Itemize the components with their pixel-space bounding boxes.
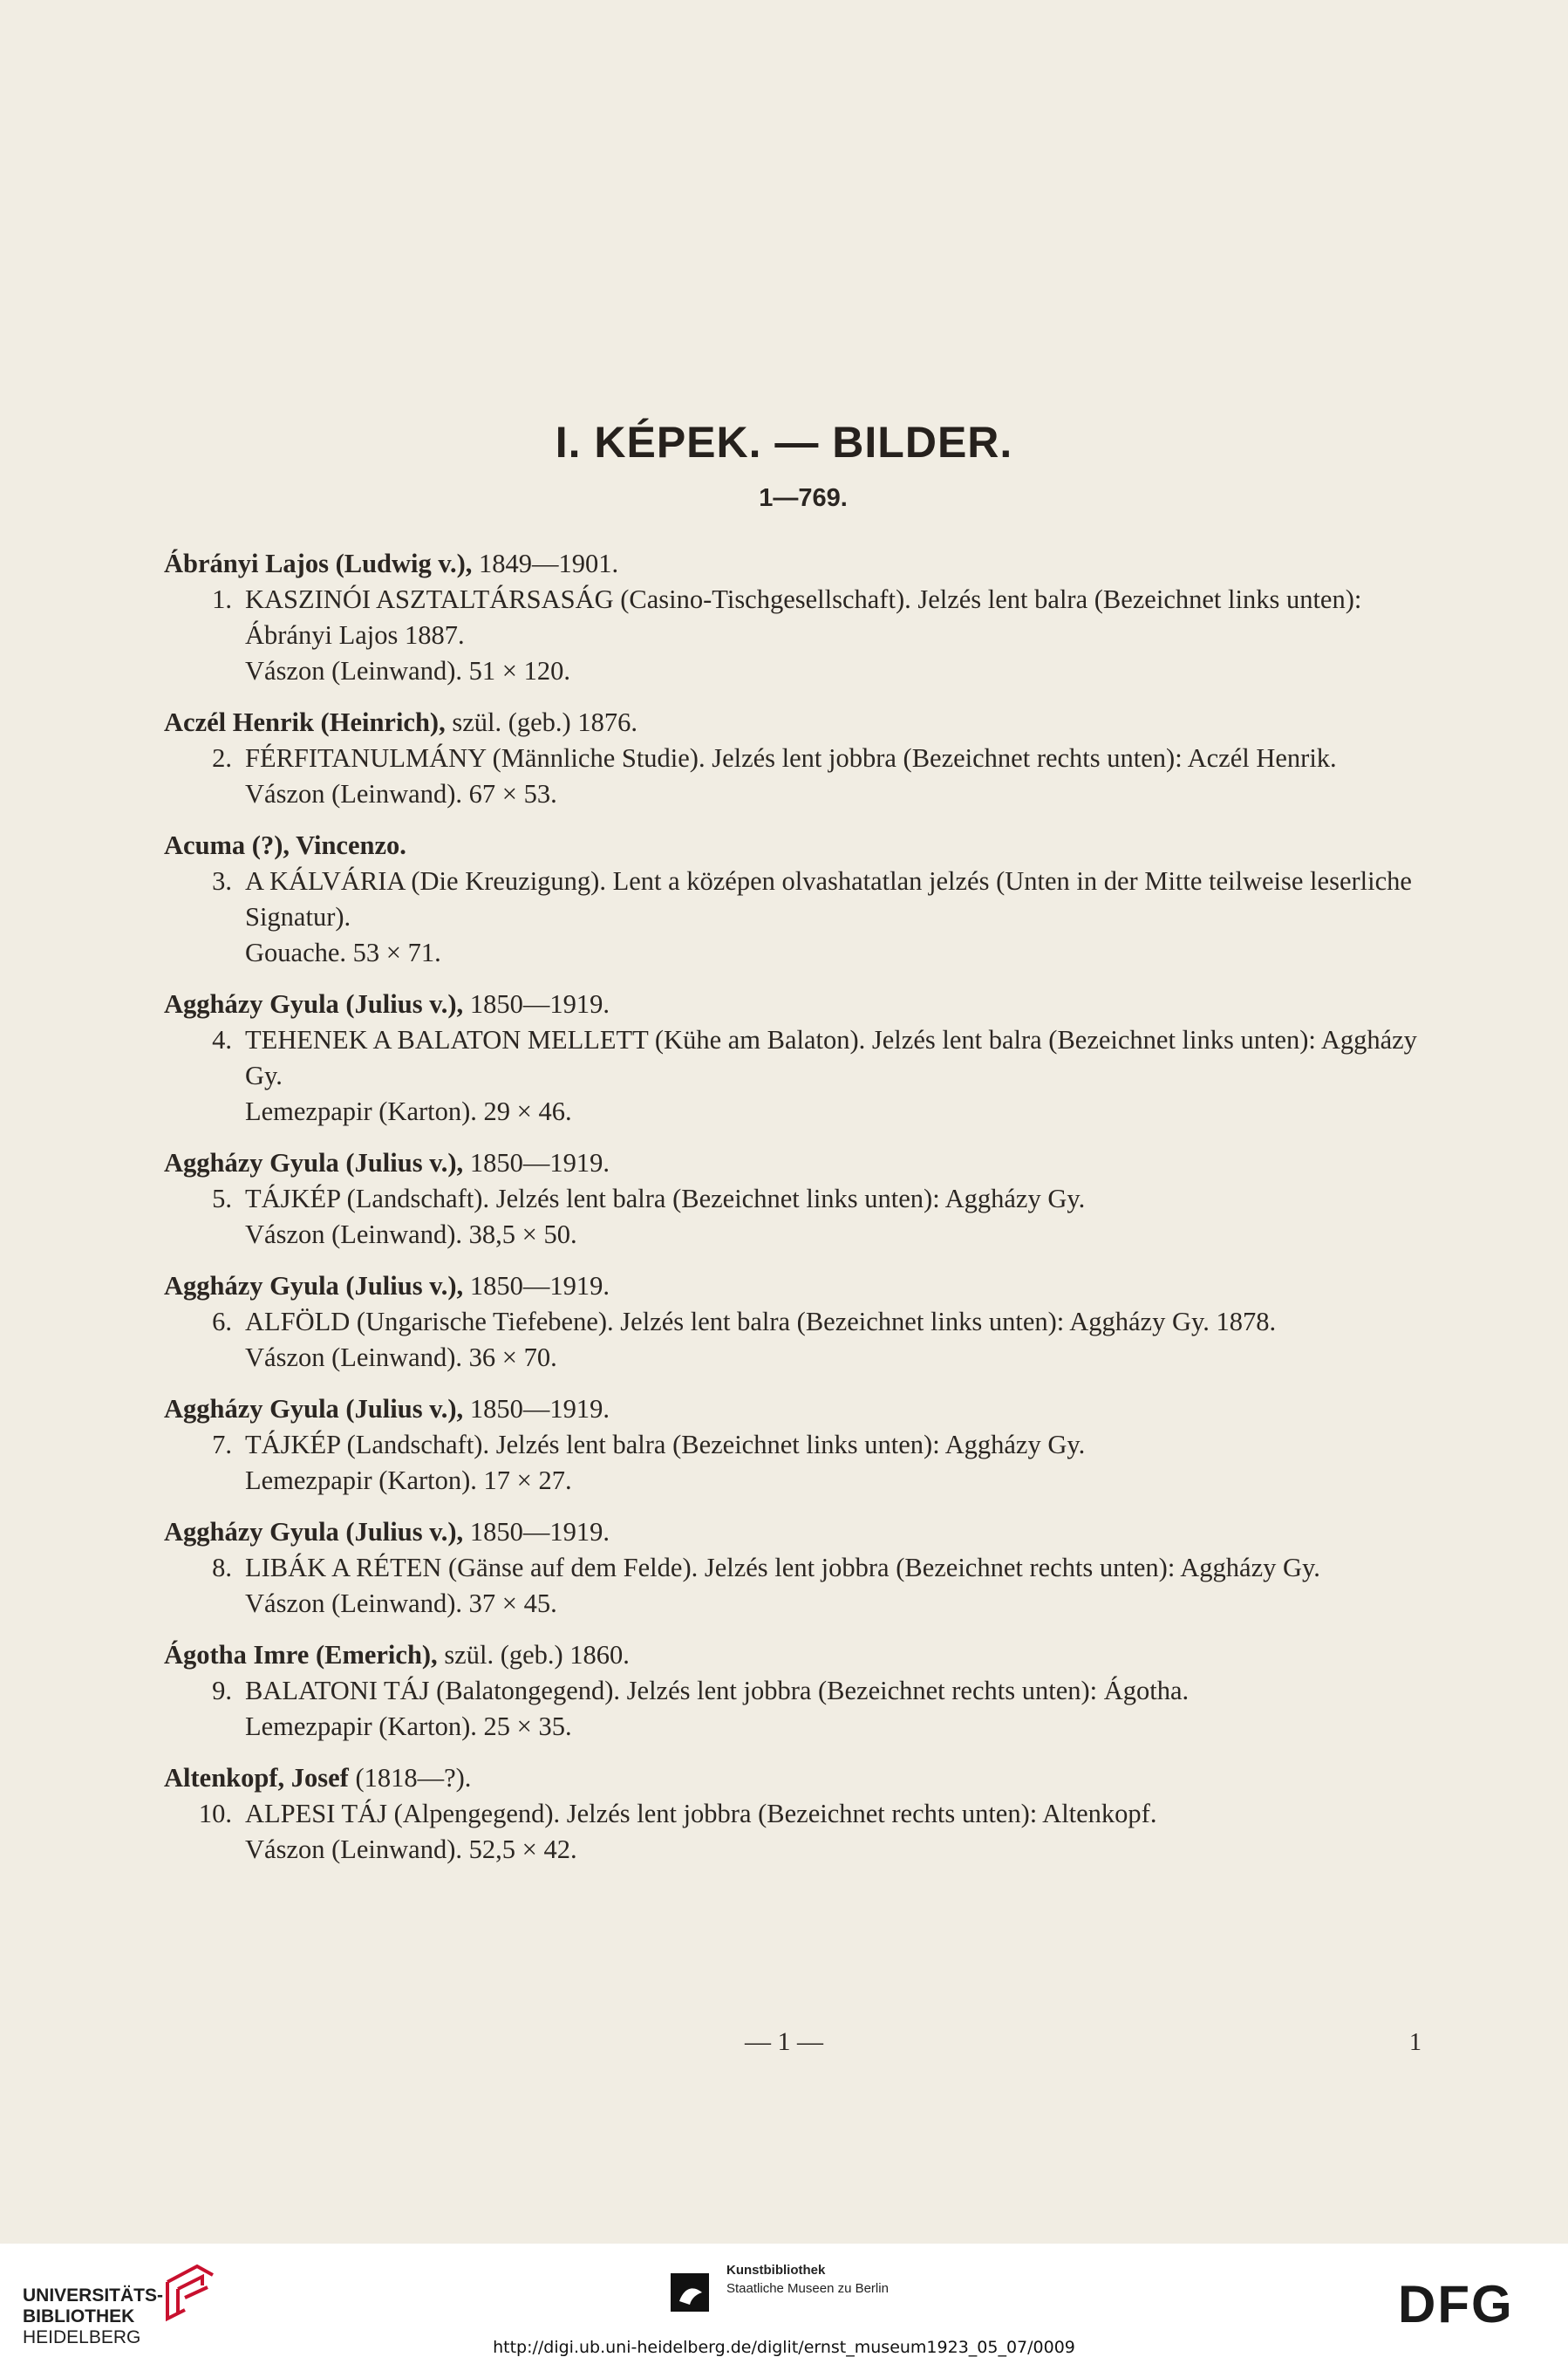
- work-number: 10.: [198, 1799, 232, 1828]
- work-item: [164, 741, 1428, 812]
- kb-subtitle: Staatliche Museen zu Berlin: [726, 2281, 889, 2296]
- artist-line: [164, 1268, 1428, 1304]
- catalogue-entry: [164, 1637, 1428, 1745]
- page-number-corner: 1: [1409, 2029, 1421, 2056]
- work-item: [164, 1304, 1428, 1376]
- catalogue-entry: [164, 1514, 1428, 1622]
- work-medium: Vászon (Leinwand). 67 × 53.: [245, 779, 557, 809]
- artist-line: [164, 828, 1428, 864]
- work-medium: Vászon (Leinwand). 37 × 45.: [245, 1588, 557, 1618]
- dfg-text: DFG: [1398, 2278, 1514, 2327]
- work-item: [164, 864, 1428, 971]
- work-item: [164, 1181, 1428, 1253]
- artist-name: Aggházy Gyula (Julius v.),: [164, 989, 464, 1019]
- artist-dates: (1818—?).: [348, 1763, 472, 1793]
- heidelberg-library-logo-icon[interactable]: [159, 2263, 220, 2324]
- kb-name: Kunstbibliothek: [726, 2263, 826, 2278]
- page-number: — 1 —: [745, 2027, 823, 2056]
- work-description: TEHENEK A BALATON MELLETT (Kühe am Balaton). Jelzés lent balra (Bezeichnet links unten): Aggházy Gy.: [245, 1025, 1417, 1090]
- work-description: TÁJKÉP (Landschaft). Jelzés lent balra (Bezeichnet links unten): Aggházy Gy.: [245, 1184, 1086, 1213]
- artist-line: [164, 1637, 1428, 1673]
- catalogue-list: [164, 546, 1428, 1883]
- artist-dates: szül. (geb.) 1876.: [445, 707, 637, 737]
- work-item: [164, 1022, 1428, 1130]
- catalogue-entry: [164, 987, 1428, 1130]
- work-medium: Vászon (Leinwand). 51 × 120.: [245, 656, 570, 686]
- artist-dates: 1850—1919.: [463, 1517, 610, 1547]
- artist-name: Acuma (?), Vincenzo.: [164, 830, 406, 860]
- work-item: [164, 1427, 1428, 1499]
- artist-name: Aggházy Gyula (Julius v.),: [164, 1148, 464, 1178]
- work-description: ALPESI TÁJ (Alpengegend). Jelzés lent jobbra (Bezeichnet rechts unten): Altenkopf.: [245, 1799, 1157, 1828]
- work-medium: Gouache. 53 × 71.: [245, 938, 441, 967]
- artist-line: [164, 1514, 1428, 1550]
- artist-line: [164, 987, 1428, 1022]
- work-number: 9.: [212, 1676, 232, 1705]
- library-line-2: BIBLIOTHEK: [23, 2306, 135, 2326]
- artist-dates: 1850—1919.: [463, 1148, 610, 1178]
- work-number: 6.: [212, 1307, 232, 1336]
- artist-line: [164, 1145, 1428, 1181]
- kunstbibliothek-logo-icon[interactable]: [667, 2270, 712, 2315]
- work-medium: Lemezpapir (Karton). 17 × 27.: [245, 1465, 572, 1495]
- work-number: 7.: [212, 1430, 232, 1459]
- catalogue-entry: [164, 1391, 1428, 1499]
- work-item: [164, 1550, 1428, 1622]
- work-number: 3.: [212, 866, 232, 896]
- work-number: 2.: [212, 743, 232, 773]
- work-description: FÉRFITANULMÁNY (Männliche Studie). Jelzés lent jobbra (Bezeichnet rechts unten): Aczél Henrik.: [245, 743, 1337, 773]
- work-item: [164, 1796, 1428, 1868]
- artist-name: Ábrányi Lajos (Ludwig v.),: [164, 549, 473, 578]
- work-medium: Vászon (Leinwand). 38,5 × 50.: [245, 1219, 577, 1249]
- work-number: 5.: [212, 1184, 232, 1213]
- dfg-logo-icon[interactable]: [1398, 2278, 1548, 2327]
- kunstbibliothek-label[interactable]: [726, 2261, 889, 2298]
- artist-name: Ágotha Imre (Emerich),: [164, 1640, 438, 1670]
- artist-line: [164, 705, 1428, 741]
- library-line-3: HEIDELBERG: [23, 2327, 141, 2347]
- work-description: KASZINÓI ASZTALTÁRSASÁG (Casino-Tischgesellschaft). Jelzés lent balra (Bezeichnet links unten): Ábrányi Lajos 1887.: [245, 584, 1362, 650]
- catalogue-entry: [164, 546, 1428, 689]
- artist-dates: 1850—1919.: [463, 1271, 610, 1301]
- artist-name: Aggházy Gyula (Julius v.),: [164, 1517, 464, 1547]
- work-medium: Lemezpapir (Karton). 29 × 46.: [245, 1097, 572, 1126]
- work-description: ALFÖLD (Ungarische Tiefebene). Jelzés lent balra (Bezeichnet links unten): Aggházy Gy. 1878.: [245, 1307, 1277, 1336]
- catalogue-range: 1—769.: [759, 484, 848, 512]
- work-description: TÁJKÉP (Landschaft). Jelzés lent balra (Bezeichnet links unten): Aggházy Gy.: [245, 1430, 1086, 1459]
- catalogue-entry: [164, 1760, 1428, 1868]
- artist-dates: 1850—1919.: [463, 1394, 610, 1424]
- artist-dates: 1850—1919.: [463, 989, 610, 1019]
- work-number: 4.: [212, 1025, 232, 1055]
- catalogue-entry: [164, 1145, 1428, 1253]
- artist-line: [164, 546, 1428, 582]
- work-medium: Vászon (Leinwand). 52,5 × 42.: [245, 1834, 577, 1864]
- artist-name: Altenkopf, Josef: [164, 1763, 349, 1793]
- catalogue-entry: [164, 828, 1428, 971]
- digitization-banner: [0, 2244, 1568, 2357]
- permalink-url[interactable]: http://digi.ub.uni-heidelberg.de/diglit/ernst_museum1923_05_07/0009: [493, 2338, 1075, 2357]
- work-medium: Lemezpapir (Karton). 25 × 35.: [245, 1711, 572, 1741]
- catalogue-entry: [164, 1268, 1428, 1376]
- work-medium: Vászon (Leinwand). 36 × 70.: [245, 1342, 557, 1372]
- artist-name: Aggházy Gyula (Julius v.),: [164, 1271, 464, 1301]
- work-item: [164, 582, 1428, 689]
- page-title: I. KÉPEK. — BILDER.: [555, 418, 1013, 467]
- artist-line: [164, 1760, 1428, 1796]
- artist-dates: 1849—1901.: [472, 549, 619, 578]
- work-item: [164, 1673, 1428, 1745]
- artist-dates: szül. (geb.) 1860.: [437, 1640, 630, 1670]
- work-number: 1.: [212, 584, 232, 614]
- artist-name: Aggházy Gyula (Julius v.),: [164, 1394, 464, 1424]
- artist-name: Aczél Henrik (Heinrich),: [164, 707, 446, 737]
- catalogue-entry: [164, 705, 1428, 812]
- artist-line: [164, 1391, 1428, 1427]
- work-number: 8.: [212, 1553, 232, 1582]
- work-description: BALATONI TÁJ (Balatongegend). Jelzés lent jobbra (Bezeichnet rechts unten): Ágotha.: [245, 1676, 1190, 1705]
- work-description: LIBÁK A RÉTEN (Gänse auf dem Felde). Jelzés lent jobbra (Bezeichnet rechts unten): Aggházy Gy.: [245, 1553, 1320, 1582]
- library-line-1: UNIVERSITÄTS-: [23, 2285, 164, 2306]
- work-description: A KÁLVÁRIA (Die Kreuzigung). Lent a középen olvashatatlan jelzés (Unten in der Mitte teilweise leserliche Signatur).: [245, 866, 1412, 932]
